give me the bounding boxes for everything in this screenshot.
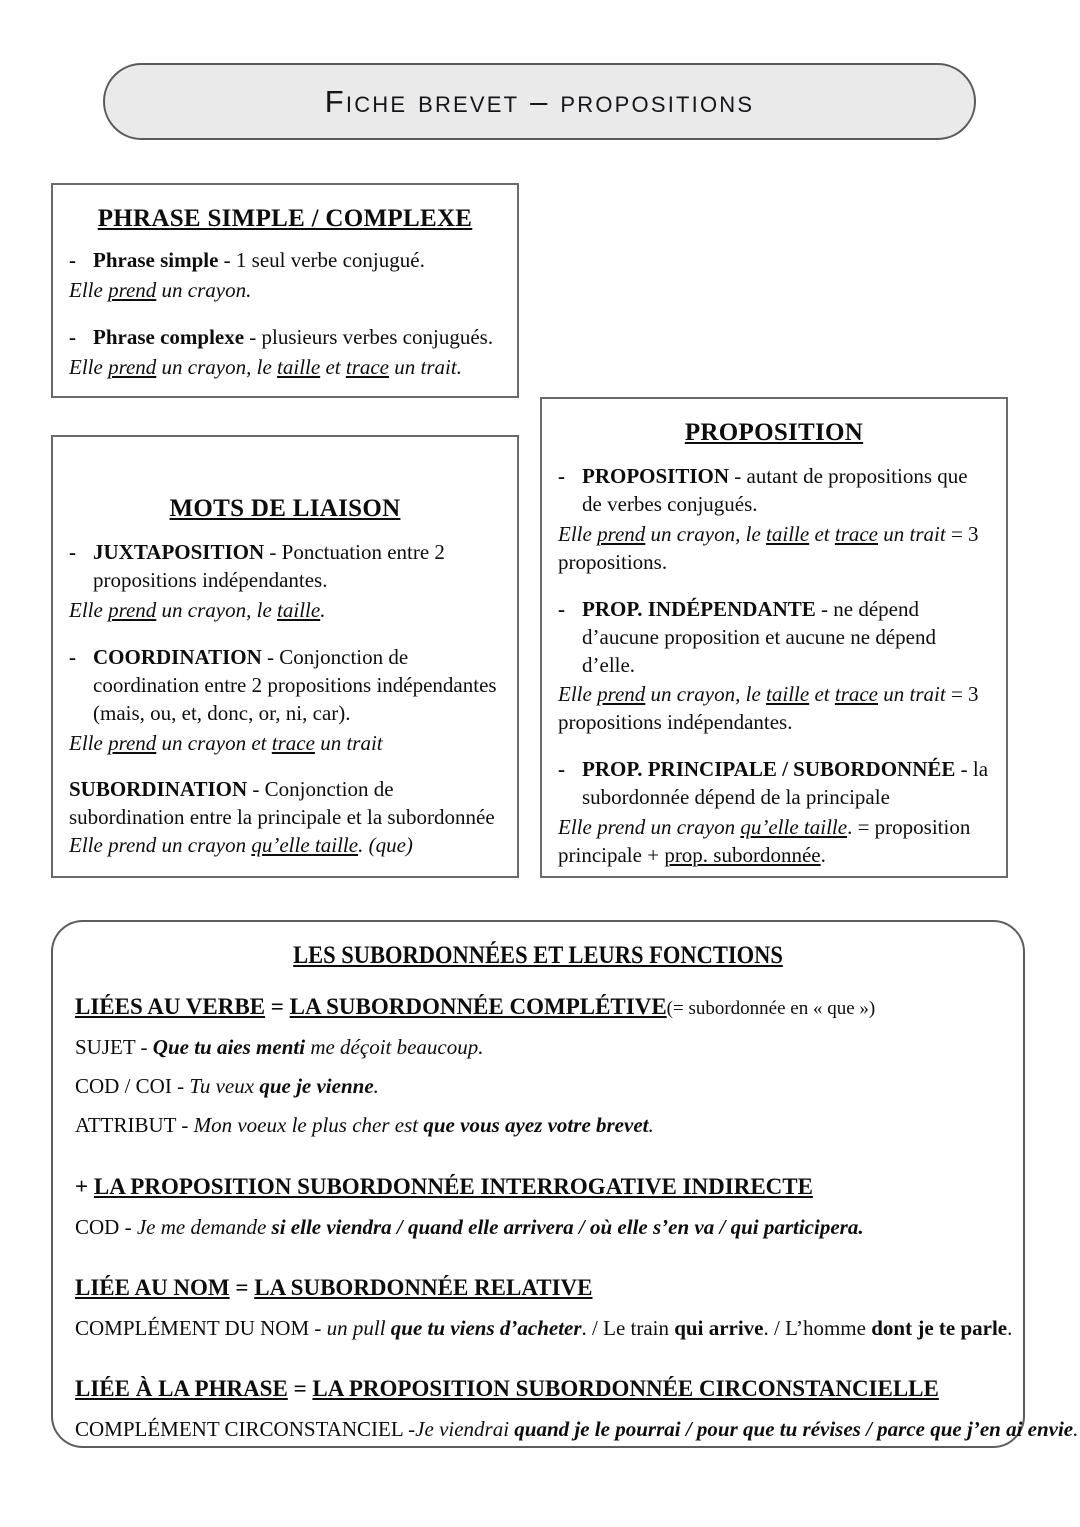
example-part: . [320,597,326,622]
example-text [69,354,501,382]
spacer [75,1253,1001,1273]
spacer [75,1354,1001,1374]
example-part: me déçoit beaucoup. [305,1034,484,1059]
list-item [69,247,501,275]
term-definition: - Conjonction de subordination entre la principale et la subordonnée [69,777,495,830]
section-heading-right: LA PROPOSITION SUBORDONNÉE CIRCONSTANCIELLE [312,1376,939,1402]
plus-sign: + [75,1173,94,1199]
section-heading-liee-au-nom [75,1273,1001,1303]
example-part: Tu veux [189,1074,260,1099]
example-verb: prend [108,354,157,379]
equals-sign: = [229,1274,255,1300]
example-part: un pull [326,1315,391,1340]
card-phrase-simple-complexe [51,183,519,398]
section-heading-liee-a-la-phrase [75,1374,1001,1404]
term-label: Phrase simple [93,248,219,272]
list-item-text [582,463,990,519]
example-part: . [1007,1315,1013,1340]
subordinate-clause: quand je le pourrai / pour que tu révises / parce que j’en ai envie [514,1417,1074,1442]
page-title: Fiche brevet – propositions [324,83,755,119]
example-result: = 3 propositions. [558,521,979,574]
function-label: COD - [75,1214,137,1239]
section-heading-left: LIÉE AU NOM [75,1274,230,1300]
card-mots-de-liaison [51,435,519,878]
card-les-subordonnees [51,920,1079,1448]
term-definition: - autant de propositions que de verbes conjugués. [582,464,968,516]
example-part: Elle prend un crayon [69,833,252,858]
example-part: Elle [69,730,109,755]
example-part: un trait. [389,354,462,379]
card-heading-phrase-simple-complexe: PHRASE SIMPLE / COMPLEXE [97,205,473,232]
example-part: . [1073,1417,1079,1442]
example-text [69,277,501,305]
function-label: ATTRIBUT - [75,1113,194,1138]
subordinate-clause: que tu viens d’acheter [390,1315,582,1340]
subordinate-clause: qui arrive [674,1315,764,1340]
example-line [75,1073,1001,1100]
example-line-inner [75,1074,379,1098]
term-label: PROP. INDÉPENDANTE [582,596,816,621]
example-line-inner [75,1035,484,1059]
example-text [558,521,990,577]
example-line [75,1416,1079,1443]
example-part: un crayon, le [645,682,767,707]
spacer [558,739,990,756]
example-part: un trait [314,730,383,755]
example-part: un crayon, le [156,597,278,622]
example-verb: trace [345,354,390,379]
list-item [69,539,501,595]
example-part: et [320,354,346,379]
page-title-banner [103,63,976,140]
example-part: un crayon, le [156,354,278,379]
bullet-dash: - [69,248,76,272]
subordinate-clause: dont je te parle [871,1315,1008,1340]
list-item [558,596,990,680]
example-part: Je me demande [136,1214,272,1239]
list-item-text [582,756,990,812]
list-item [558,756,990,812]
example-part: un trait [878,682,946,707]
example-part: un crayon et [156,730,272,755]
list-item-text [69,776,501,832]
term-label: SUBORDINATION [69,777,248,802]
section-heading-right: LA SUBORDONNÉE RELATIVE [254,1274,593,1300]
section-heading-inner [75,994,875,1019]
term-definition: - Ponctuation entre 2 propositions indépendantes. [93,540,445,592]
term-label: COORDINATION [93,644,262,669]
example-verb: trace [834,682,879,707]
equals-sign: = [287,1376,313,1402]
example-part: et [809,521,835,546]
bullet-dash: - [69,540,76,564]
example-verb: prend [108,730,157,755]
list-item [69,644,501,728]
example-line [75,1112,1001,1139]
section-heading-inner [75,1376,939,1401]
example-part: . [648,1113,654,1138]
example-verb: taille [766,521,810,546]
example-part: . (que) [358,833,413,858]
spacer [558,579,990,596]
card-heading-mots-de-liaison: MOTS DE LIAISON [169,495,401,522]
example-verb: prend [597,521,646,546]
term-definition: - ne dépend d’aucune proposition et aucune ne dépend d’elle. [582,596,936,677]
example-part: et [809,682,835,707]
example-line-inner [75,1316,1012,1340]
subordinate-clause: Que tu aies menti [152,1034,306,1059]
section-heading-note: (= subordonnée en « que ») [666,998,876,1019]
example-line [75,1034,1001,1061]
section-heading-left: LIÉES AU VERBE [75,994,266,1019]
example-part: . [820,843,826,868]
example-part: Elle [558,682,598,707]
term-label: JUXTAPOSITION [93,540,265,564]
term-label: PROPOSITION [582,464,730,488]
list-item [558,463,990,519]
card-proposition [540,397,1008,878]
example-verb: qu’elle taille [251,833,359,858]
term-label: Phrase complexe [93,324,245,349]
example-result: = 3 propositions indépendantes. [558,682,979,735]
example-verb: prend [597,682,646,707]
function-label: COMPLÉMENT CIRCONSTANCIEL - [75,1417,416,1442]
example-text [558,814,990,870]
section-heading-interrogative-indirecte [75,1172,1001,1202]
list-item-text [93,324,501,352]
list-item [69,324,501,352]
example-line-inner [75,1215,864,1239]
spacer [69,307,501,324]
function-label: COMPLÉMENT DU NOM - [75,1315,327,1340]
function-label: COD / COI - [75,1074,190,1099]
equals-sign: = [265,994,290,1019]
example-part: Elle prend un crayon [558,815,741,840]
function-label: SUJET - [75,1034,153,1059]
example-verb: qu’elle taille [740,815,848,840]
example-verb: prend [108,277,157,302]
example-part: . / Le train [581,1315,675,1340]
example-part: Mon voeux le plus cher est [193,1113,424,1138]
example-part: Elle [69,597,109,622]
subordinate-clause: que vous ayez votre brevet [423,1113,649,1138]
bullet-dash: - [69,324,76,349]
term-definition: - 1 seul verbe conjugué. [218,248,425,272]
spacer [69,759,501,776]
section-heading-inner [75,1174,813,1199]
example-part: Elle [558,521,598,546]
example-verb: taille [766,682,810,707]
list-item-text [93,247,501,275]
card-heading-les-subordonnees: LES SUBORDONNÉES ET LEURS FONCTIONS [293,942,783,969]
spacer [69,627,501,644]
example-line-inner [75,1113,654,1137]
term-definition: - la subordonnée dépend de la principale [582,757,989,810]
example-verb: trace [834,521,879,546]
term-label: PROP. PRINCIPALE / SUBORDONNÉE [582,757,956,782]
list-item-text [582,596,990,680]
card-heading-proposition: PROPOSITION [684,419,864,446]
example-text [558,681,990,737]
example-verb: taille [277,354,321,379]
bullet-dash: - [69,644,76,669]
bullet-dash: - [558,596,565,621]
example-part: Elle [69,277,109,302]
spacer [75,1152,1001,1172]
example-text [69,832,501,860]
example-part: Je viendrai [415,1417,515,1442]
example-verb: trace [271,730,315,755]
term-definition: - plusieurs verbes conjugués. [244,324,494,349]
example-text [69,597,501,625]
example-verb: prend [108,597,157,622]
example-part: un crayon. [156,277,252,302]
example-part: Elle [69,354,109,379]
example-part: un crayon, le [645,521,767,546]
example-line-inner [75,1417,1078,1441]
example-line [75,1214,1001,1241]
example-part: un trait [878,521,946,546]
section-heading-right: LA SUBORDONNÉE COMPLÉTIVE [289,994,667,1019]
bullet-dash: - [558,464,565,488]
list-item-text [93,539,501,595]
section-heading-right: LA PROPOSITION SUBORDONNÉE INTERROGATIVE INDIRECTE [93,1173,813,1199]
example-line [75,1315,1013,1342]
example-text [69,730,501,758]
section-heading-left: LIÉE À LA PHRASE [75,1376,288,1402]
subordinate-clause: que je vienne [259,1074,374,1099]
section-heading-inner [75,1275,593,1300]
example-part: . / L’homme [763,1315,872,1340]
example-result-underline: prop. subordonnée [664,843,821,868]
example-result: . = proposition principale + [558,815,971,868]
section-heading-liees-au-verbe [75,992,1001,1022]
bullet-dash: - [558,757,565,782]
subordinate-clause: si elle viendra / quand elle arrivera / où elle s’en va / qui participera. [271,1214,864,1239]
term-definition: - Conjonction de coordination entre 2 propositions indépendantes (mais, ou, et, donc, or, ni, car). [93,644,497,725]
example-part: . [373,1074,379,1099]
list-item-text [93,644,501,728]
example-verb: taille [277,597,321,622]
